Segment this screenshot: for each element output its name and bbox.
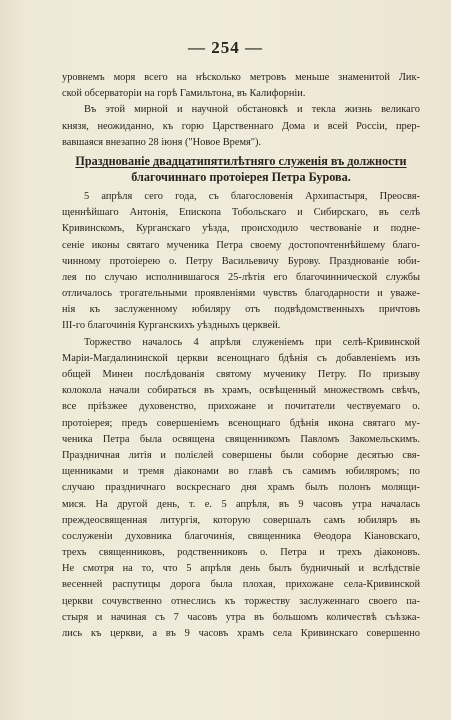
text-line: лея по случаю исполнившагося 25-лѣтія его благочиннической службы: [62, 271, 420, 283]
article-text: [62, 70, 420, 642]
text-line: Праздничная литія и полієлей совершены были соборне десятью свя-: [62, 449, 420, 461]
text-line: стыря и начиная съ 7 часовъ утра въ большомъ количествѣ съѣзжа-: [62, 611, 420, 623]
section-heading: Празднованіе двадцатипятилѣтняго служенія въ должности: [75, 153, 407, 168]
page-number: — 254 —: [188, 38, 263, 57]
text-line: колокола начали собираться въ храмъ, освѣщенный множествомъ свѣчъ,: [62, 385, 420, 397]
text-line: ченика Петра была освящена священникомъ Павломъ Закомельскимъ.: [62, 433, 420, 445]
text-line: церкви сочувственно отнеслись къ торжеству заслуженнаго своего па-: [62, 595, 420, 607]
text-line: случаю праздничнаго воскреснаго дня храмъ былъ полонъ молящи-: [62, 482, 420, 494]
text-line: Кривинскомъ, Курганскаго уѣзда, происходило чествованіе и подне-: [62, 223, 420, 235]
text-line: сеніе иконы святаго мученика Петра своему достопочтеннѣйшему благо-: [62, 239, 420, 251]
text-line: III-го благочинія Курганскихъ уѣздныхъ церквей.: [62, 320, 281, 332]
text-line: 5 апрѣля сего года, съ благословенія Архипастыря, Преосвя-: [84, 190, 420, 202]
text-line: Торжество началось 4 апрѣля служеніемъ при селѣ-Кривинской: [84, 336, 420, 348]
text-line: вавшаяся внезапно 28 іюня ("Новое Время").: [62, 136, 262, 148]
text-line: Маріи-Магдалининской церкви всенощнаго бдѣнія съ добавленіемъ изъ: [62, 352, 420, 364]
text-line: сослуженіи духовника благочинія, священника Θеодора Кіановскаго,: [62, 530, 420, 542]
text-line: ской обсерваторіи на горѣ Гамильтона, въ Калифорніи.: [62, 88, 306, 100]
text-line: протоіерея; предъ совершеніемъ всенощнаго бдѣнія икона святаго му-: [62, 417, 420, 429]
text-line: трехъ священниковъ, родственниковъ о. Петра и трехъ діаконовъ.: [62, 547, 420, 559]
text-line: чинному протоіерею о. Петру Васильевичу Бурову. Празднованіе юби-: [62, 255, 420, 267]
text-line: отличалось трогательными проявленіями чувствъ благодарности и уваже-: [62, 288, 420, 300]
text-line: преждеосвященная литургія, которую совершалъ самъ юбиляръ въ: [62, 514, 420, 526]
text-line: весенней распутицы дорога была плохая, прихожане села-Кривинской: [62, 579, 420, 591]
text-line: все пріѣзжее духовенство, прихожане и почитатели чествуемаго о.: [62, 401, 420, 413]
text-line: щеннѣйшаго Антонія, Епископа Тобольскаго и Сибирскаго, въ селѣ: [62, 207, 420, 219]
text-line: уровнемъ моря всего на нѣсколько метровъ меньше знаменитой Лик-: [62, 72, 420, 83]
text-line: нія къ заслуженному юбиляру отъ подвѣдомственныхъ причтовъ: [62, 304, 420, 316]
text-line: князя, неожиданно, къ горю Царственнаго Дома и всей Россіи, прер-: [62, 120, 420, 132]
text-line: щенниками и тремя діаконами во главѣ съ самимъ юбиляромъ; по: [62, 466, 420, 478]
text-line: общей Минеи послѣдованія святому мученику Петру. По призыву: [62, 369, 420, 380]
text-line: лись къ церкви, а въ 9 часовъ храмъ села Кривинскаго совершенно: [62, 628, 420, 639]
text-line: Въ этой мирной и научной обстановкѣ и текла жизнь великаго: [84, 104, 420, 116]
text-line: Не смотря на то, что 5 апрѣля день былъ будничный и вслѣдствіе: [62, 563, 420, 575]
text-line: мися. На другой день, т. е. 5 апрѣля, въ 9 часовъ утра началась: [62, 498, 420, 510]
section-heading: благочиннаго протоіерея Петра Бурова.: [131, 169, 351, 184]
